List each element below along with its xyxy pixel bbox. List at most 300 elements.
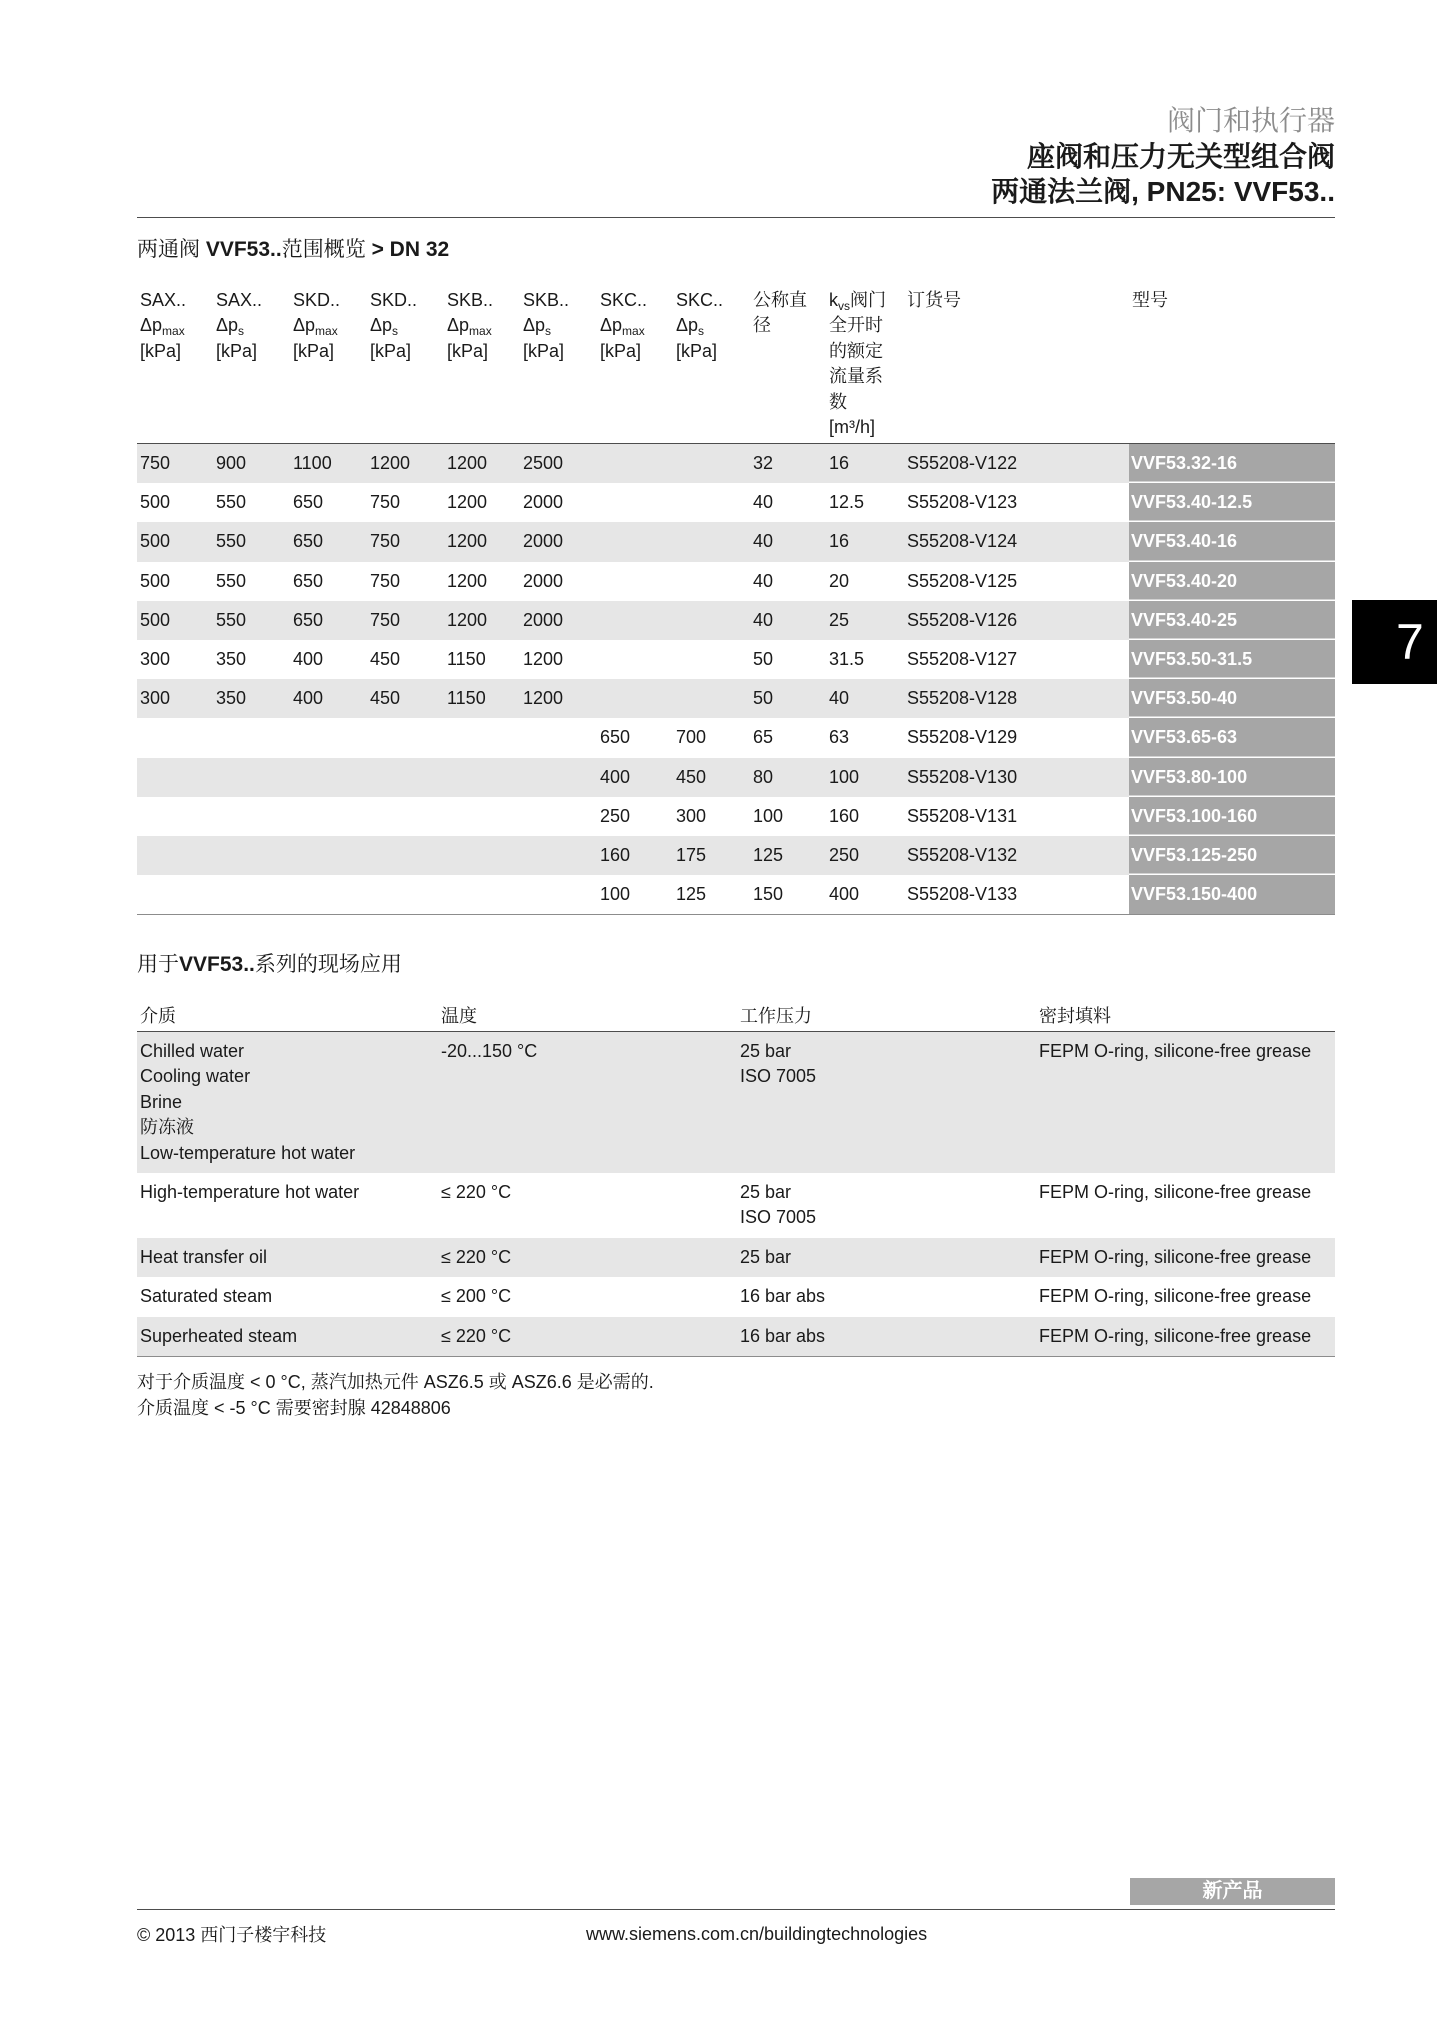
cell-temperature [438, 1317, 737, 1356]
cell-skb-dps [520, 836, 597, 875]
cell-order-number: S55208-V127 [907, 648, 1018, 669]
cell-skb-dpmax [444, 836, 520, 875]
cell-order-number: S55208-V128 [904, 679, 1129, 718]
cell-skc-dps: 175 [673, 836, 750, 875]
cell-temperature [438, 1173, 737, 1238]
header-unit-label: [kPa] [676, 340, 718, 361]
footer-divider [137, 1909, 1335, 1910]
column-header [520, 285, 597, 443]
table-row [137, 718, 1335, 757]
cell-skb-dps: 1200 [523, 648, 564, 669]
cell-seal [1036, 1317, 1335, 1356]
table-row [137, 679, 1335, 718]
cell-skd-dps: 1200 [367, 444, 444, 483]
cell-skd-dpmax [290, 758, 367, 797]
cell-order-number: S55208-V132 [904, 836, 1129, 875]
column-header [444, 285, 520, 443]
cell-skd-dpmax: 400 [290, 679, 367, 718]
cell-line: 16 bar abs [740, 1286, 826, 1307]
header-text-line: 的额定 [829, 340, 883, 361]
header-actuator-label: SKD.. [370, 290, 418, 310]
quantity-symbol: Δp [140, 315, 163, 336]
cell-line: High-temperature hot water [140, 1181, 360, 1202]
cell-nominal-diameter: 50 [753, 648, 774, 669]
cell-skd-dps [367, 758, 444, 797]
header-quantity-label [293, 313, 367, 338]
footnotes [137, 1370, 654, 1422]
quantity-suffix: 阀门 [850, 290, 886, 310]
cell-skc-dpmax: 400 [597, 758, 673, 797]
header-category: 阀门和执行器 [1166, 105, 1335, 136]
cell-type: VVF53.80-100 [1129, 758, 1335, 797]
running-header [991, 103, 1335, 210]
cell-line: FEPM O-ring, silicone-free grease [1039, 1041, 1312, 1061]
cell-sax-dpmax [137, 875, 213, 914]
cell-nominal-diameter: 40 [750, 601, 826, 640]
cell-nominal-diameter: 100 [753, 805, 784, 826]
cell-temperature [438, 1238, 737, 1277]
cell-sax-dpmax [137, 758, 213, 797]
column-header [750, 285, 826, 443]
cell-nominal-diameter: 150 [753, 884, 784, 905]
column-header: 温度 [441, 1006, 477, 1026]
cell-skd-dps: 750 [367, 522, 444, 561]
cell-skb-dpmax: 1200 [444, 522, 520, 561]
title-suffix: > DN 32 [371, 238, 450, 261]
cell-kvs: 40 [826, 679, 904, 718]
cell-skb-dpmax: 1200 [444, 444, 520, 483]
cell-nominal-diameter: 32 [750, 444, 826, 483]
cell-kvs: 25 [826, 601, 904, 640]
header-unit-label: [kPa] [140, 340, 182, 361]
title-middle: 范围概览 [281, 238, 372, 261]
cell-sax-dpmax: 500 [137, 601, 213, 640]
cell-order-number: S55208-V129 [907, 727, 1018, 748]
cell-type: VVF53.40-20 [1129, 562, 1335, 601]
title-suffix: 系列的现场应用 [254, 953, 402, 976]
cell-seal [1036, 1032, 1335, 1173]
cell-sax-dpmax [137, 797, 213, 836]
cell-temperature [438, 1277, 737, 1316]
header-divider [137, 217, 1335, 218]
cell-skb-dps [520, 797, 597, 836]
cell-line: ≤ 220 °C [441, 1181, 512, 1202]
cell-type: VVF53.32-16 [1129, 444, 1335, 483]
cell-skb-dps [520, 718, 597, 757]
cell-skc-dpmax: 650 [600, 727, 631, 748]
quantity-subscript: s [545, 324, 552, 339]
cell-skb-dps: 1200 [520, 679, 597, 718]
cell-skc-dps [673, 601, 750, 640]
header-quantity-label [140, 313, 213, 338]
cell-line: Low-temperature hot water [140, 1142, 356, 1163]
cell-skd-dpmax: 1100 [290, 444, 367, 483]
cell-skc-dps [673, 444, 750, 483]
cell-pressure [737, 1173, 1036, 1238]
header-quantity-label [829, 288, 904, 313]
cell-line: 25 bar [740, 1181, 792, 1202]
cell-temperature [438, 1032, 737, 1173]
table-body [137, 444, 1335, 915]
header-text-line: 全开时 [829, 315, 883, 336]
range-overview-table [137, 285, 1335, 915]
cell-sax-dpmax: 500 [140, 570, 171, 591]
quantity-subscript: max [469, 324, 492, 339]
cell-medium [137, 1277, 438, 1316]
cell-kvs: 400 [829, 884, 860, 905]
cell-line: ISO 7005 [740, 1066, 817, 1087]
cell-order-number: S55208-V123 [907, 492, 1018, 513]
cell-skd-dpmax: 650 [290, 601, 367, 640]
cell-line: FEPM O-ring, silicone-free grease [1039, 1325, 1312, 1346]
cell-line: 防冻液 [140, 1117, 194, 1138]
header-unit-label: [kPa] [370, 340, 412, 361]
cell-skd-dps [367, 836, 444, 875]
cell-order-number: S55208-V126 [904, 601, 1129, 640]
cell-nominal-diameter: 40 [750, 522, 826, 561]
cell-skc-dpmax [597, 679, 673, 718]
cell-skd-dpmax [290, 718, 367, 757]
cell-kvs: 100 [826, 758, 904, 797]
cell-medium [137, 1173, 438, 1238]
column-header: 工作压力 [740, 1006, 812, 1026]
table-row [137, 522, 1335, 561]
cell-line: ≤ 220 °C [441, 1325, 512, 1346]
column-header: 密封填料 [1039, 1006, 1111, 1026]
cell-sax-dps: 550 [213, 601, 290, 640]
cell-line: FEPM O-ring, silicone-free grease [1039, 1246, 1312, 1267]
cell-kvs: 250 [826, 836, 904, 875]
cell-sax-dpmax: 500 [137, 522, 213, 561]
cell-skc-dpmax [597, 483, 673, 522]
table-row [137, 483, 1335, 522]
cell-sax-dps [213, 836, 290, 875]
cell-nominal-diameter: 40 [753, 570, 774, 591]
quantity-subscript: max [162, 324, 185, 339]
header-text-line: 公称直 [753, 290, 807, 310]
cell-skb-dps [520, 875, 597, 914]
cell-type: VVF53.40-25 [1129, 601, 1335, 640]
cell-line: ≤ 200 °C [441, 1286, 512, 1307]
title-prefix: 两通阀 [137, 238, 206, 261]
header-quantity-label [523, 313, 597, 338]
cell-medium [137, 1317, 438, 1356]
header-text-line: 订货号 [907, 290, 961, 310]
cell-sax-dpmax: 300 [140, 648, 171, 669]
cell-skc-dps [673, 483, 750, 522]
cell-skb-dps: 2000 [520, 601, 597, 640]
cell-sax-dps [213, 758, 290, 797]
cell-skd-dpmax [290, 836, 367, 875]
column-header [367, 285, 444, 443]
cell-sax-dps [213, 797, 290, 836]
cell-medium [137, 1238, 438, 1277]
table-header-row [137, 285, 1335, 444]
cell-skb-dpmax: 1200 [444, 601, 520, 640]
cell-medium [137, 1032, 438, 1173]
header-text-line: 数 [829, 391, 847, 412]
applications-table [137, 1004, 1335, 1357]
cell-sax-dpmax: 500 [140, 492, 171, 513]
cell-skc-dps [673, 562, 750, 601]
cell-type: VVF53.50-40 [1129, 679, 1335, 718]
cell-kvs: 31.5 [829, 648, 865, 669]
applications-section-title [137, 951, 402, 979]
cell-skc-dpmax: 160 [597, 836, 673, 875]
header-quantity-label [216, 313, 290, 338]
cell-skc-dps: 700 [676, 727, 707, 748]
header-unit-label: [m³/h] [829, 416, 876, 437]
header-quantity-label [447, 313, 520, 338]
cell-line: FEPM O-ring, silicone-free grease [1039, 1181, 1312, 1202]
cell-skc-dps [673, 640, 750, 679]
cell-type: VVF53.125-250 [1129, 836, 1335, 875]
quantity-symbol: Δp [600, 315, 623, 336]
header-actuator-label: SKB.. [447, 290, 494, 310]
header-actuator-label: SAX.. [216, 290, 263, 310]
header-unit-label: [kPa] [216, 340, 258, 361]
column-header [673, 285, 750, 443]
header-text-line: 流量系 [829, 366, 883, 387]
table-row [137, 444, 1335, 483]
column-header [213, 285, 290, 443]
quantity-subscript: s [698, 324, 705, 339]
header-unit-label: [kPa] [293, 340, 335, 361]
cell-skd-dpmax [290, 875, 367, 914]
title-model: VVF53.. [205, 238, 282, 261]
cell-line: 25 bar [740, 1246, 792, 1267]
cell-type: VVF53.50-31.5 [1129, 640, 1335, 679]
header-quantity-label [676, 313, 750, 338]
cell-skd-dps [367, 875, 444, 914]
header-subtitle: 座阀和压力无关型组合阀 [1026, 140, 1335, 172]
cell-skd-dpmax: 650 [293, 492, 324, 513]
quantity-subscript: s [392, 324, 399, 339]
quantity-symbol: Δp [216, 315, 239, 336]
cell-skb-dpmax [444, 718, 520, 757]
cell-line: Superheated steam [140, 1325, 298, 1346]
cell-skc-dps [673, 679, 750, 718]
cell-skb-dpmax: 1150 [447, 648, 486, 669]
cell-skd-dpmax: 650 [293, 570, 324, 591]
header-actuator-label: SKC.. [600, 290, 648, 310]
cell-sax-dpmax [137, 836, 213, 875]
table-row [137, 836, 1335, 875]
cell-order-number: S55208-V125 [907, 570, 1018, 591]
header-quantity-label [370, 313, 444, 338]
website-link[interactable]: www.siemens.com.cn/buildingtechnologies [586, 1924, 928, 1944]
cell-pressure [737, 1032, 1036, 1173]
cell-type: VVF53.100-160 [1129, 797, 1335, 836]
cell-skb-dpmax [444, 758, 520, 797]
cell-skd-dps: 750 [370, 570, 401, 591]
cell-line: Chilled water [140, 1041, 245, 1061]
table-row [137, 1277, 1335, 1316]
cell-line: FEPM O-ring, silicone-free grease [1039, 1286, 1312, 1307]
cell-nominal-diameter: 65 [753, 727, 774, 748]
quantity-subscript: max [315, 324, 338, 339]
cell-skc-dps: 300 [676, 805, 707, 826]
column-header [826, 285, 904, 443]
quantity-subscript: max [622, 324, 645, 339]
cell-type: VVF53.40-12.5 [1129, 483, 1335, 522]
cell-skb-dpmax [444, 875, 520, 914]
cell-skb-dpmax [444, 797, 520, 836]
cell-pressure [737, 1317, 1036, 1356]
header-text-line: 型号 [1132, 290, 1168, 310]
cell-skd-dpmax [290, 797, 367, 836]
quantity-symbol: Δp [676, 315, 699, 336]
cell-skb-dpmax: 1150 [444, 679, 520, 718]
cell-order-number: S55208-V122 [904, 444, 1129, 483]
cell-order-number: S55208-V131 [907, 805, 1018, 826]
cell-order-number: S55208-V124 [904, 522, 1129, 561]
cell-skd-dps: 750 [367, 601, 444, 640]
cell-seal [1036, 1173, 1335, 1238]
cell-skc-dps [673, 522, 750, 561]
cell-nominal-diameter: 40 [753, 492, 774, 513]
quantity-symbol: Δp [447, 315, 470, 336]
cell-sax-dps: 550 [216, 492, 247, 513]
cell-skd-dps: 450 [367, 679, 444, 718]
cell-type: VVF53.65-63 [1129, 718, 1335, 757]
cell-skc-dpmax [597, 601, 673, 640]
table-row [137, 797, 1335, 836]
cell-line: -20...150 °C [441, 1041, 538, 1061]
header-unit-label: [kPa] [523, 340, 565, 361]
cell-skc-dpmax: 100 [600, 884, 631, 905]
cell-kvs: 63 [829, 727, 850, 748]
chapter-tab: 7 [1352, 600, 1437, 684]
cell-line: ≤ 220 °C [441, 1246, 512, 1267]
column-header [1129, 285, 1335, 443]
cell-sax-dps: 550 [213, 522, 290, 561]
cell-sax-dpmax: 750 [137, 444, 213, 483]
cell-type: VVF53.40-16 [1129, 522, 1335, 561]
header-quantity-label [600, 313, 673, 338]
column-header [904, 285, 1129, 443]
footnote: 对于介质温度 < 0 °C, 蒸汽加热元件 ASZ6.5 或 ASZ6.6 是必需的. [137, 1372, 654, 1392]
table-row [137, 758, 1335, 797]
cell-sax-dps [213, 718, 290, 757]
cell-skc-dpmax: 250 [600, 805, 631, 826]
cell-skd-dps [367, 718, 444, 757]
cell-sax-dps: 900 [213, 444, 290, 483]
cell-skc-dps: 450 [673, 758, 750, 797]
quantity-symbol: Δp [523, 315, 546, 336]
column-header [290, 285, 367, 443]
header-unit-label: [kPa] [600, 340, 642, 361]
table-row [137, 1032, 1335, 1173]
table-row [137, 562, 1335, 601]
cell-order-number: S55208-V130 [904, 758, 1129, 797]
cell-type: VVF53.150-400 [1129, 875, 1335, 914]
cell-line: Brine [140, 1091, 183, 1112]
cell-skb-dps: 2000 [523, 570, 564, 591]
new-product-badge: 新产品 [1130, 1878, 1335, 1905]
cell-kvs: 160 [829, 805, 860, 826]
footnote: 介质温度 < -5 °C 需要密封腺 42848806 [137, 1397, 451, 1418]
cell-skc-dpmax [597, 522, 673, 561]
copyright: © 2013 西门子楼宇科技 [137, 1925, 327, 1945]
quantity-symbol: k [829, 290, 838, 310]
table-header-row [137, 1004, 1335, 1032]
table-row [137, 875, 1335, 914]
cell-sax-dps: 350 [213, 679, 290, 718]
header-actuator-label: SKB.. [523, 290, 570, 310]
cell-skd-dpmax: 400 [293, 648, 324, 669]
cell-nominal-diameter: 50 [750, 679, 826, 718]
header-actuator-label: SKD.. [293, 290, 341, 310]
table-row [137, 1317, 1335, 1356]
cell-skd-dpmax: 650 [290, 522, 367, 561]
cell-skc-dpmax [597, 444, 673, 483]
cell-order-number: S55208-V133 [907, 884, 1018, 905]
quantity-subscript: s [238, 324, 245, 339]
header-unit-label: [kPa] [447, 340, 489, 361]
title-model: VVF53.. [179, 953, 255, 976]
cell-skb-dpmax: 1200 [447, 492, 488, 513]
cell-skb-dpmax: 1200 [447, 570, 488, 591]
header-actuator-label: SKC.. [676, 290, 724, 310]
cell-nominal-diameter: 80 [750, 758, 826, 797]
cell-line: 25 bar [740, 1041, 792, 1061]
cell-sax-dps: 350 [216, 648, 247, 669]
cell-skc-dps: 125 [676, 884, 707, 905]
table-row [137, 1238, 1335, 1277]
table-row [137, 601, 1335, 640]
cell-skb-dps: 2000 [520, 522, 597, 561]
header-text-line: 径 [753, 315, 771, 336]
quantity-symbol: Δp [370, 315, 393, 336]
table-row [137, 640, 1335, 679]
cell-sax-dpmax [137, 718, 213, 757]
range-section-title [137, 236, 449, 264]
cell-sax-dps: 550 [216, 570, 247, 591]
cell-skd-dps: 750 [370, 492, 401, 513]
quantity-subscript: vs [838, 299, 850, 313]
cell-line: Heat transfer oil [140, 1246, 268, 1267]
cell-nominal-diameter: 125 [750, 836, 826, 875]
cell-seal [1036, 1277, 1335, 1316]
cell-line: Cooling water [140, 1066, 251, 1087]
cell-line: Saturated steam [140, 1286, 273, 1307]
cell-line: ISO 7005 [740, 1207, 817, 1228]
title-prefix: 用于 [137, 953, 179, 976]
cell-sax-dps [213, 875, 290, 914]
cell-skd-dps: 450 [370, 648, 401, 669]
cell-skc-dpmax [597, 640, 673, 679]
cell-skb-dps: 2500 [520, 444, 597, 483]
cell-pressure [737, 1238, 1036, 1277]
table-row [137, 1173, 1335, 1238]
cell-kvs: 12.5 [829, 492, 865, 513]
cell-sax-dpmax: 300 [137, 679, 213, 718]
cell-skb-dps: 2000 [523, 492, 564, 513]
table-body [137, 1032, 1335, 1357]
cell-skd-dps [367, 797, 444, 836]
cell-seal [1036, 1238, 1335, 1277]
cell-kvs: 16 [826, 444, 904, 483]
quantity-symbol: Δp [293, 315, 316, 336]
cell-kvs: 20 [829, 570, 850, 591]
cell-pressure [737, 1277, 1036, 1316]
column-header: 介质 [140, 1006, 176, 1026]
cell-line: 16 bar abs [740, 1325, 826, 1346]
header-actuator-label: SAX.. [140, 290, 187, 310]
column-header [137, 285, 213, 443]
header-product: 两通法兰阀, PN25: VVF53.. [991, 176, 1335, 207]
